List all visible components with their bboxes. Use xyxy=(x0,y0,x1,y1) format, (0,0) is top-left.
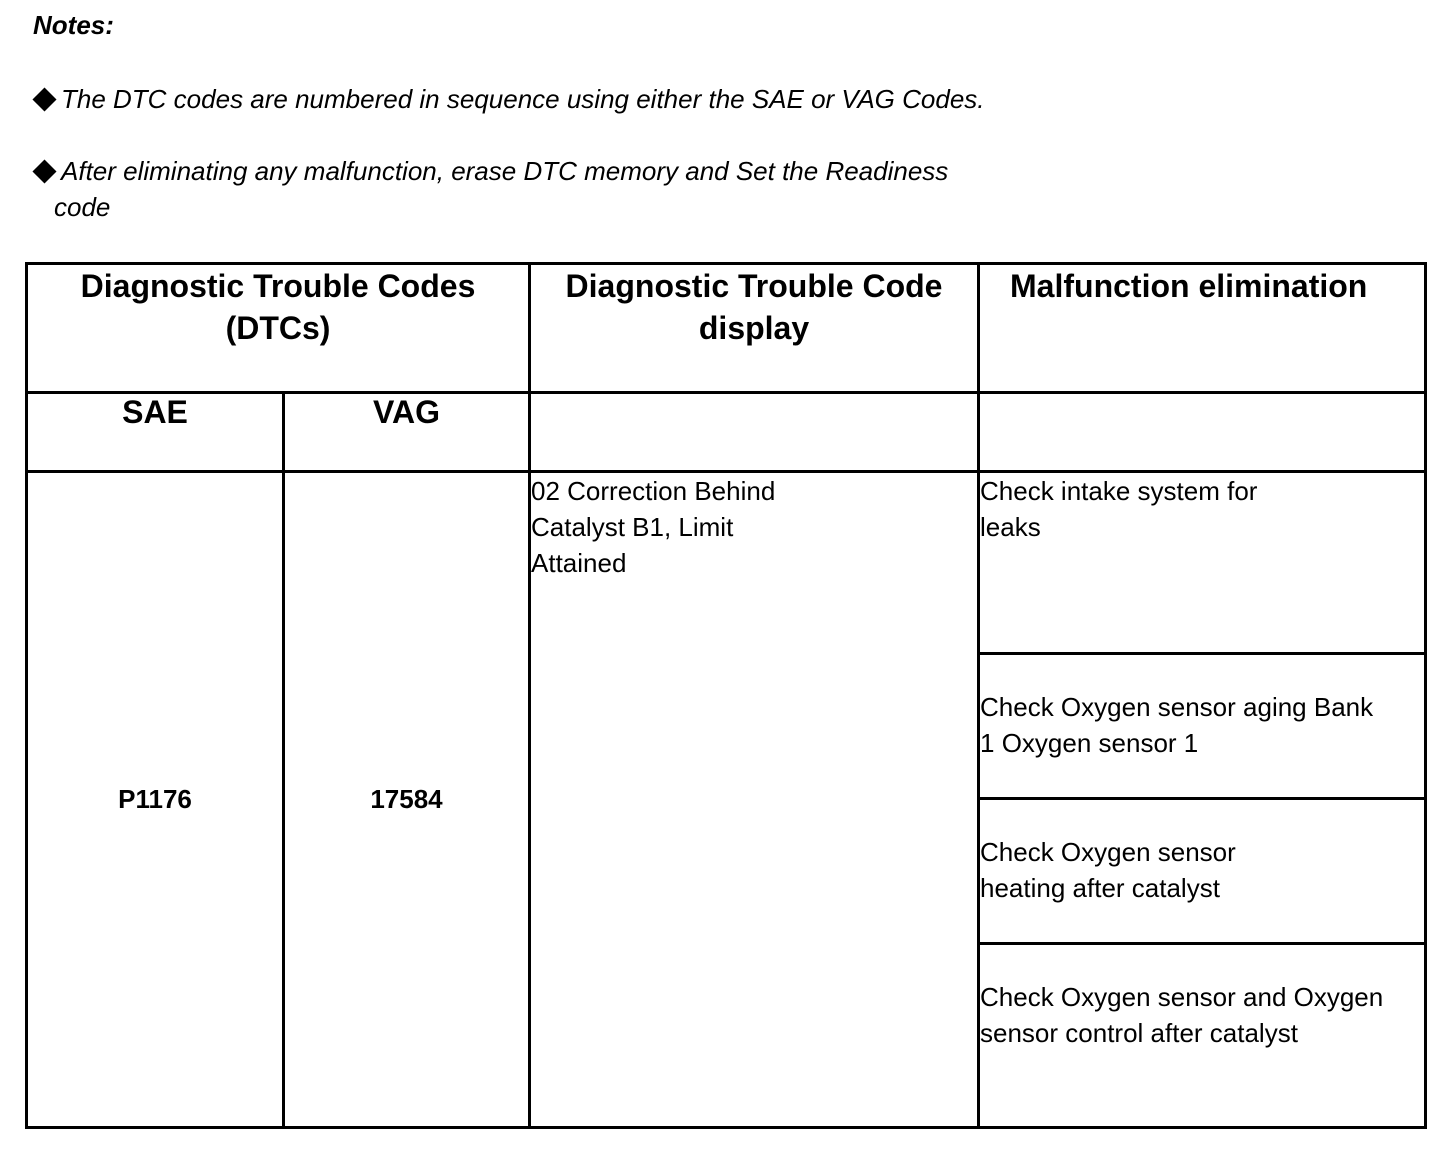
elimination-step: Check Oxygen sensor heating after catalyst xyxy=(979,799,1426,944)
header-row xyxy=(27,264,1426,393)
note-item xyxy=(30,153,948,225)
subheader-row xyxy=(27,393,1426,472)
dtc-display-text: 02 Correction Behind Catalyst B1, Limit Attained xyxy=(530,472,979,1128)
subheader-empty xyxy=(530,393,979,472)
elimination-step: Check intake system for leaks xyxy=(979,472,1426,654)
header-elimination: Malfunction elimination xyxy=(979,264,1426,393)
note-text-continued: code xyxy=(54,192,111,222)
subheader-empty xyxy=(979,393,1426,472)
note-text: The DTC codes are numbered in sequence using either the SAE or VAG Codes. xyxy=(61,84,985,114)
elimination-step: Check Oxygen sensor and Oxygen sensor control after catalyst xyxy=(979,944,1426,1128)
header-dtcs: Diagnostic Trouble Codes (DTCs) xyxy=(27,264,530,393)
table-row xyxy=(27,472,1426,654)
elimination-step: Check Oxygen sensor aging Bank 1 Oxygen sensor 1 xyxy=(979,654,1426,799)
dtc-table xyxy=(25,262,1427,1129)
diamond-bullet-icon xyxy=(32,88,56,112)
subheader-vag: VAG xyxy=(284,393,530,472)
vag-code: 17584 xyxy=(284,472,530,1128)
notes-title: Notes: xyxy=(33,10,114,40)
subheader-sae: SAE xyxy=(27,393,284,472)
diamond-bullet-icon xyxy=(32,160,56,184)
sae-code: P1176 xyxy=(27,472,284,1128)
note-text: After eliminating any malfunction, erase DTC memory and Set the Readiness xyxy=(61,156,949,186)
header-display: Diagnostic Trouble Code display xyxy=(530,264,979,393)
note-item xyxy=(30,81,985,117)
